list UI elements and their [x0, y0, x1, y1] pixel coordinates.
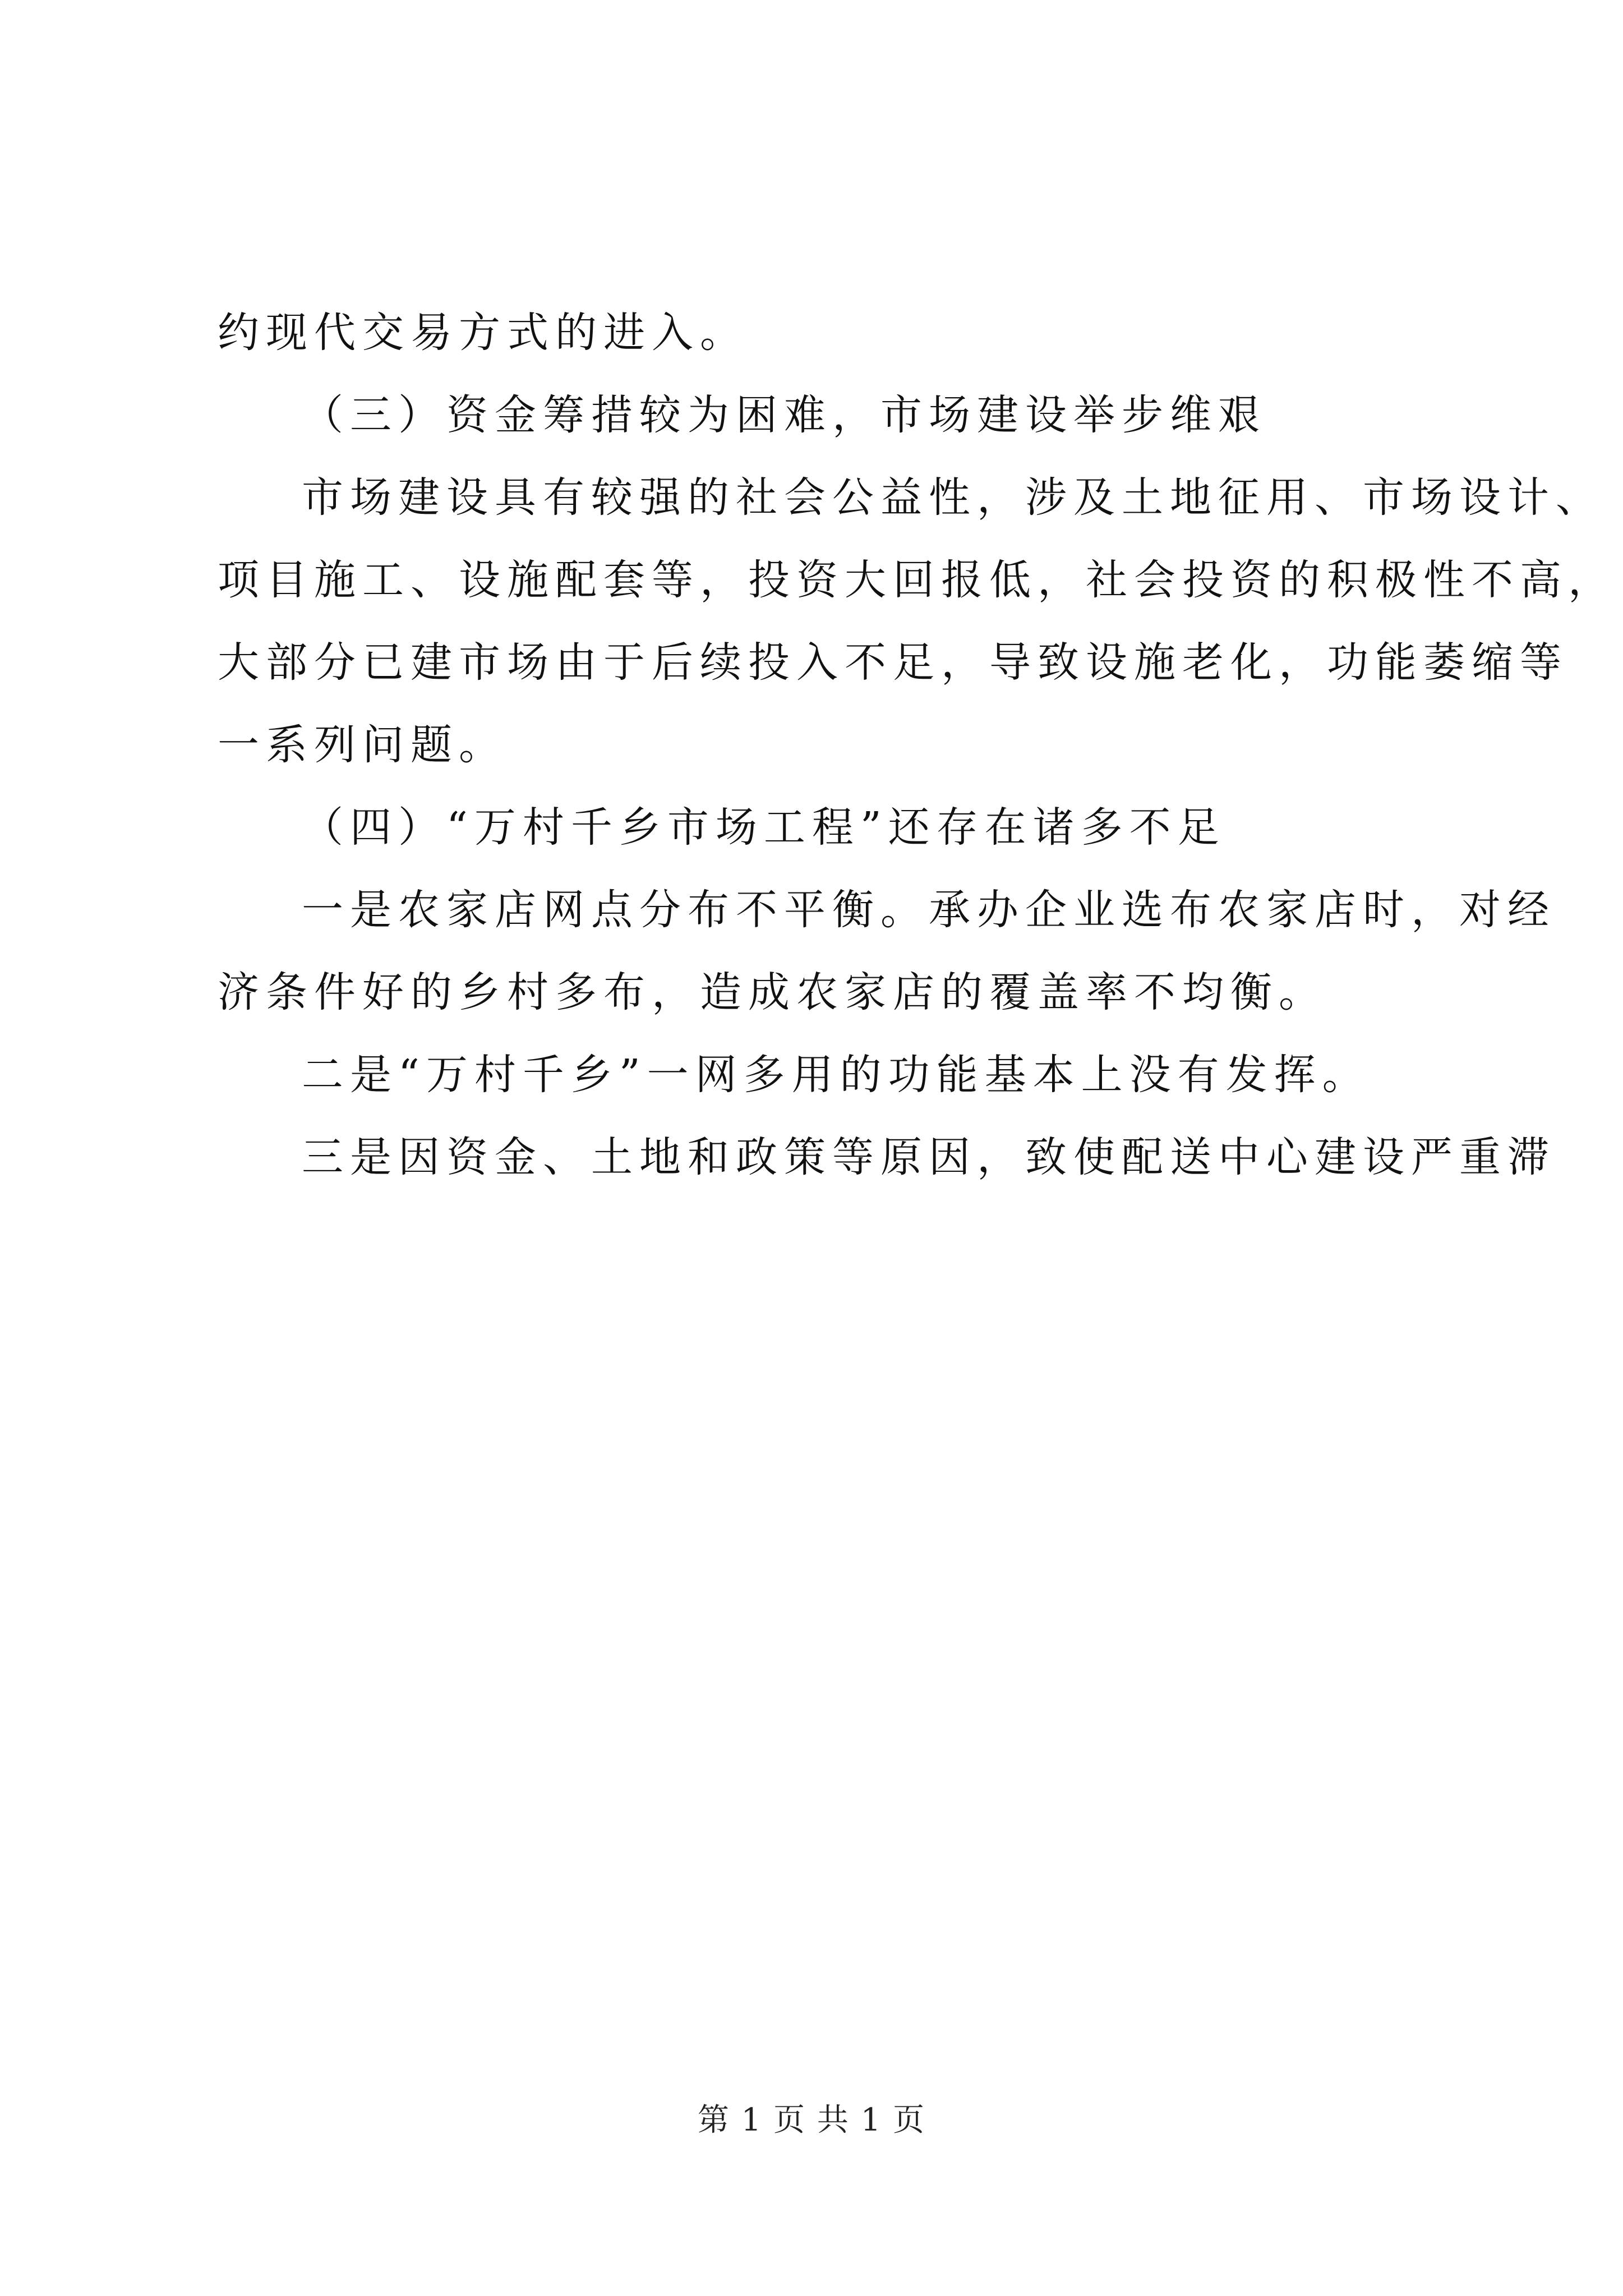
paragraph-line: 项目施工、设施配套等，投资大回报低，社会投资的积极性不高，	[218, 556, 1616, 604]
paragraph-line: 济条件好的乡村多布，造成农家店的覆盖率不均衡。	[218, 968, 1327, 1016]
paragraph-line: 三是因资金、土地和政策等原因，致使配送中心建设严重滞	[302, 1133, 1556, 1181]
paragraph-line: 一系列问题。	[218, 721, 507, 769]
section-heading-4: （四）“万村千乡市场工程”还存在诸多不足	[302, 803, 1226, 852]
paragraph-line: 大部分已建市场由于后续投入不足，导致设施老化，功能萎缩等	[218, 638, 1568, 687]
section-heading-3: （三）资金筹措较为困难，市场建设举步维艰	[302, 391, 1266, 439]
page-footer: 第 1 页 共 1 页	[697, 2102, 926, 2138]
paragraph-line: 市场建设具有较强的社会公益性，涉及土地征用、市场设计、	[302, 473, 1604, 522]
document-body	[218, 292, 1616, 1199]
paragraph-line: 二是“万村千乡”一网多用的功能基本上没有发挥。	[302, 1051, 1371, 1099]
paragraph-line: 一是农家店网点分布不平衡。承办企业选布农家店时，对经	[302, 886, 1556, 934]
text-line: 约现代交易方式的进入。	[218, 309, 748, 357]
